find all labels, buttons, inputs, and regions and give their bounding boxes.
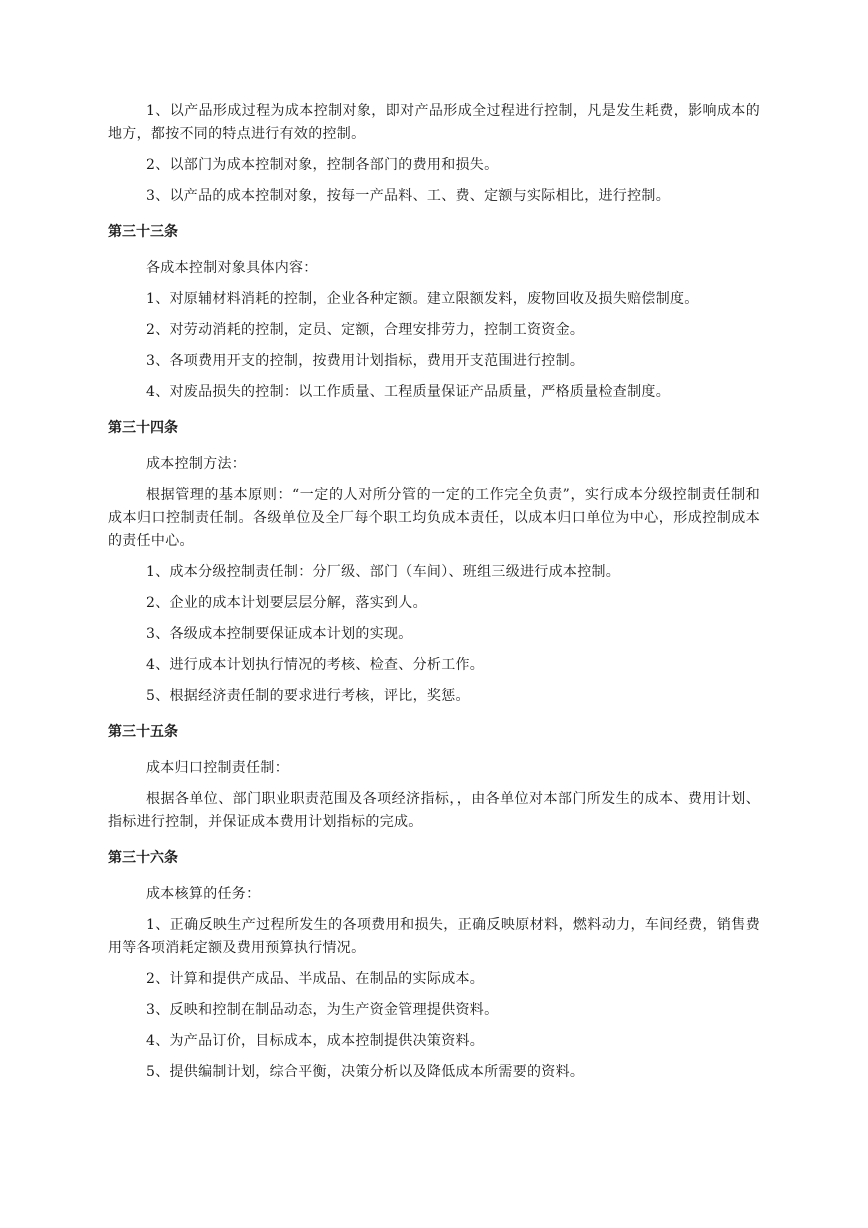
article-34-heading: 第三十四条	[108, 420, 178, 436]
s36-intro: 成本核算的任务：	[146, 886, 261, 902]
article-35-heading: 第三十五条	[108, 724, 178, 740]
s32-item-1: 1、以产品形成过程为成本控制对象，即对产品形成全过程进行控制，凡是发生耗费，影响成本的地方，都按不同的特点进行有效的控制。	[108, 103, 760, 142]
s33-item-3: 3、各项费用开支的控制，按费用计划指标，费用开支范围进行控制。	[146, 353, 585, 369]
s36-item-4: 4、为产品订价，目标成本，成本控制提供决策资料。	[146, 1033, 485, 1049]
s36-item-1: 1、正确反映生产过程所发生的各项费用和损失，正确反映原材料，燃料动力，车间经费，销售费用等各项消耗定额及费用预算执行情况。	[108, 917, 760, 956]
s33-intro: 各成本控制对象具体内容：	[146, 260, 318, 276]
s34-item-3: 3、各级成本控制要保证成本计划的实现。	[146, 626, 413, 642]
s36-item-2: 2、计算和提供产成品、半成品、在制品的实际成本。	[146, 971, 485, 987]
s32-item-3: 3、以产品的成本控制对象，按每一产品料、工、费、定额与实际相比，进行控制。	[146, 188, 671, 204]
s36-item-5: 5、提供编制计划，综合平衡，决策分析以及降低成本所需要的资料。	[146, 1064, 585, 1080]
s34-principle: 根据管理的基本原则：“一定的人对所分管的一定的工作完全负责”，实行成本分级控制责任制和成本归口控制责任制。各级单位及全厂每个职工均负成本责任，以成本归口单位为中心，形成控制成本的责任中心。	[108, 487, 760, 549]
s33-item-2: 2、对劳动消耗的控制，定员、定额，合理安排劳力，控制工资资金。	[146, 322, 585, 338]
s34-intro: 成本控制方法：	[146, 456, 247, 472]
s32-item-2: 2、以部门为成本控制对象，控制各部门的费用和损失。	[146, 157, 499, 173]
s33-item-1: 1、对原辅材料消耗的控制，企业各种定额。建立限额发料，废物回收及损失赔偿制度。	[146, 291, 699, 307]
s35-body: 根据各单位、部门职业职责范围及各项经济指标，，由各单位对本部门所发生的成本、费用计划、指标进行控制，并保证成本费用计划指标的完成。	[108, 791, 760, 830]
s35-intro: 成本归口控制责任制：	[146, 760, 289, 776]
s34-item-2: 2、企业的成本计划要层层分解，落实到人。	[146, 595, 427, 611]
s34-item-5: 5、根据经济责任制的要求进行考核，评比，奖惩。	[146, 688, 470, 704]
s34-item-4: 4、进行成本计划执行情况的考核、检查、分析工作。	[146, 657, 485, 673]
s34-item-1: 1、成本分级控制责任制：分厂级、部门（车间）、班组三级进行成本控制。	[146, 564, 621, 580]
s36-item-3: 3、反映和控制在制品动态，为生产资金管理提供资料。	[146, 1002, 499, 1018]
s33-item-4: 4、对废品损失的控制：以工作质量、工程质量保证产品质量，严格质量检查制度。	[146, 384, 671, 400]
article-33-heading: 第三十三条	[108, 224, 178, 240]
article-36-heading: 第三十六条	[108, 850, 178, 866]
